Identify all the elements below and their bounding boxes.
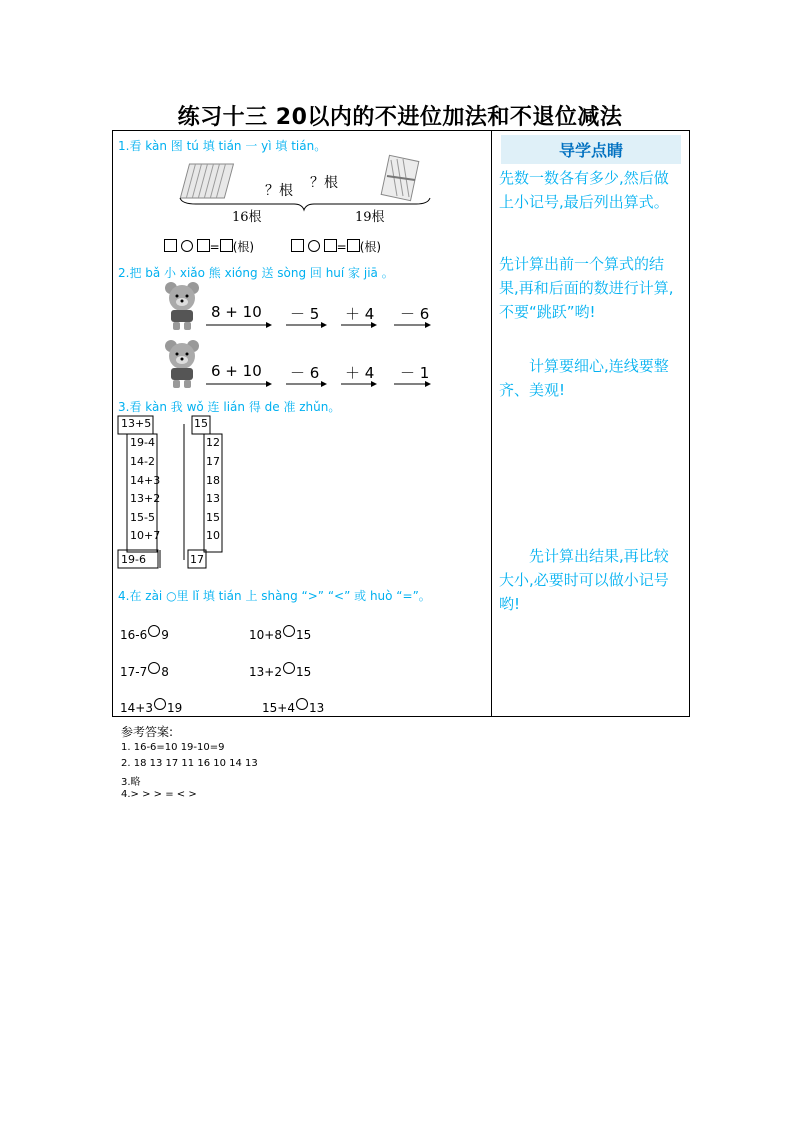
q2-row1-start: 8 + 10 — [211, 303, 262, 321]
q1-heading: 1.看 kàn 图 tú 填 tián 一 yì 填 tián。 — [118, 139, 327, 153]
q3-right-item[interactable]: 10 — [206, 529, 220, 542]
q4-right-operand: 8 — [161, 665, 169, 679]
q2-row1-step: － 5 — [290, 305, 320, 323]
q3-right-item[interactable]: 18 — [206, 474, 220, 487]
sidebar-tip: 先数一数各有多少,然后做上小记号,最后列出算式。 — [499, 169, 669, 211]
bear-icon — [163, 280, 201, 332]
q3-left-item[interactable]: 13+2 — [130, 492, 161, 505]
answer-box[interactable] — [164, 239, 177, 252]
q3-left-item[interactable]: 19-6 — [121, 553, 146, 566]
q2-row1-step: － 6 — [400, 305, 430, 323]
q2-row1-arrows — [206, 320, 432, 330]
unit-label: (根) — [232, 240, 255, 254]
q4-right-operand: 15 — [295, 665, 312, 679]
q4-item[interactable] — [249, 662, 311, 679]
q4-item[interactable] — [262, 698, 324, 715]
bear-icon — [163, 338, 201, 390]
q4-item[interactable] — [120, 698, 182, 715]
compare-circle[interactable] — [148, 625, 160, 637]
q2-row2-step: － 6 — [290, 364, 320, 382]
equals-sign: = — [336, 240, 347, 254]
answer-line: 4.> > > = < > — [121, 789, 197, 800]
q1-equation-1[interactable] — [164, 238, 254, 255]
q2-row1-step: ＋ 4 — [345, 305, 375, 323]
compare-circle[interactable] — [154, 698, 166, 710]
compare-circle[interactable] — [296, 698, 308, 710]
equals-sign: = — [209, 240, 220, 254]
q2-row2-start: 6 + 10 — [211, 362, 262, 380]
compare-circle[interactable] — [283, 662, 295, 674]
sidebar-tip: 先计算出结果,再比较大小,必要时可以做小记号哟! — [499, 547, 669, 613]
answer-box[interactable] — [347, 239, 360, 252]
q4-right-operand: 15 — [295, 628, 312, 642]
sidebar-header-text: 导学点睛 — [558, 141, 623, 160]
answer-line: 2. 18 13 17 11 16 10 14 13 — [121, 758, 258, 769]
q3-right-item[interactable]: 15 — [206, 511, 220, 524]
compare-circle[interactable] — [148, 662, 160, 674]
q3-left-item[interactable]: 14-2 — [130, 455, 155, 468]
unit-label: (根) — [359, 240, 382, 254]
q2-row2-step: ＋ 4 — [345, 364, 375, 382]
q3-right-item[interactable]: 17 — [206, 455, 220, 468]
answer-line: 3.略 — [121, 777, 141, 788]
q3-right-item[interactable]: 15 — [194, 417, 208, 430]
q4-right-operand: 9 — [161, 628, 169, 642]
answer-box[interactable] — [197, 239, 210, 252]
q4-left-operand: 15+4 — [262, 701, 295, 715]
q4-left-operand: 14+3 — [120, 701, 153, 715]
compare-circle[interactable] — [283, 625, 295, 637]
q4-right-operand: 13 — [308, 701, 325, 715]
q4-left-operand: 10+8 — [249, 628, 282, 642]
q3-left-item[interactable]: 19-4 — [130, 436, 155, 449]
q3-left-item[interactable]: 10+7 — [130, 529, 161, 542]
q3-right-item[interactable]: 17 — [190, 553, 204, 566]
q4-item[interactable] — [120, 662, 169, 679]
q4-left-operand: 13+2 — [249, 665, 282, 679]
q1-right-total: 19根 — [355, 210, 385, 225]
q3-left-item[interactable]: 14+3 — [130, 474, 161, 487]
q1-left-total: 16根 — [232, 210, 262, 225]
q3-right-item[interactable]: 12 — [206, 436, 220, 449]
answer-box[interactable] — [291, 239, 304, 252]
q2-row2-step: － 1 — [400, 364, 430, 382]
q4-left-operand: 17-7 — [120, 665, 148, 679]
q3-right-item[interactable]: 13 — [206, 492, 220, 505]
q4-right-operand: 19 — [166, 701, 183, 715]
q2-row2-arrows — [206, 379, 432, 389]
answers-heading: 参考答案: — [121, 725, 174, 739]
q3-heading: 3.看 kàn 我 wǒ 连 lián 得 de 准 zhǔn。 — [118, 400, 341, 414]
sidebar-tip: 先计算出前一个算式的结果,再和后面的数进行计算,不要“跳跃”哟! — [499, 255, 674, 321]
q4-item[interactable] — [249, 625, 311, 642]
answer-box[interactable] — [324, 239, 337, 252]
stick-bundle-right-icon — [381, 155, 419, 200]
q3-left-item[interactable]: 15-5 — [130, 511, 155, 524]
stick-bundle-left-icon — [180, 164, 233, 198]
sidebar-tip: 计算要细心,连线要整齐、美观! — [499, 357, 669, 399]
q2-heading: 2.把 bǎ 小 xiǎo 熊 xióng 送 sòng 回 huí 家 jiā 。 — [118, 266, 394, 280]
q3-left-item[interactable]: 13+5 — [121, 417, 152, 430]
q4-heading: 4.在 zài ○里 lǐ 填 tián 上 shàng “>” “<” 或 huò “=”。 — [118, 589, 431, 603]
sidebar-header — [501, 135, 681, 164]
q1-left-unknown: ？根 — [265, 183, 293, 199]
q1-equation-2[interactable] — [291, 238, 381, 255]
answer-box[interactable] — [220, 239, 233, 252]
column-divider — [491, 130, 492, 717]
operator-circle[interactable] — [308, 240, 320, 252]
operator-circle[interactable] — [181, 240, 193, 252]
q4-item[interactable] — [120, 625, 169, 642]
answer-line: 1. 16-6=10 19-10=9 — [121, 742, 225, 753]
q4-left-operand: 16-6 — [120, 628, 148, 642]
q1-right-unknown: ？根 — [310, 175, 338, 191]
page-title: 练习十三 20以内的不进位加法和不退位减法 — [177, 105, 623, 130]
